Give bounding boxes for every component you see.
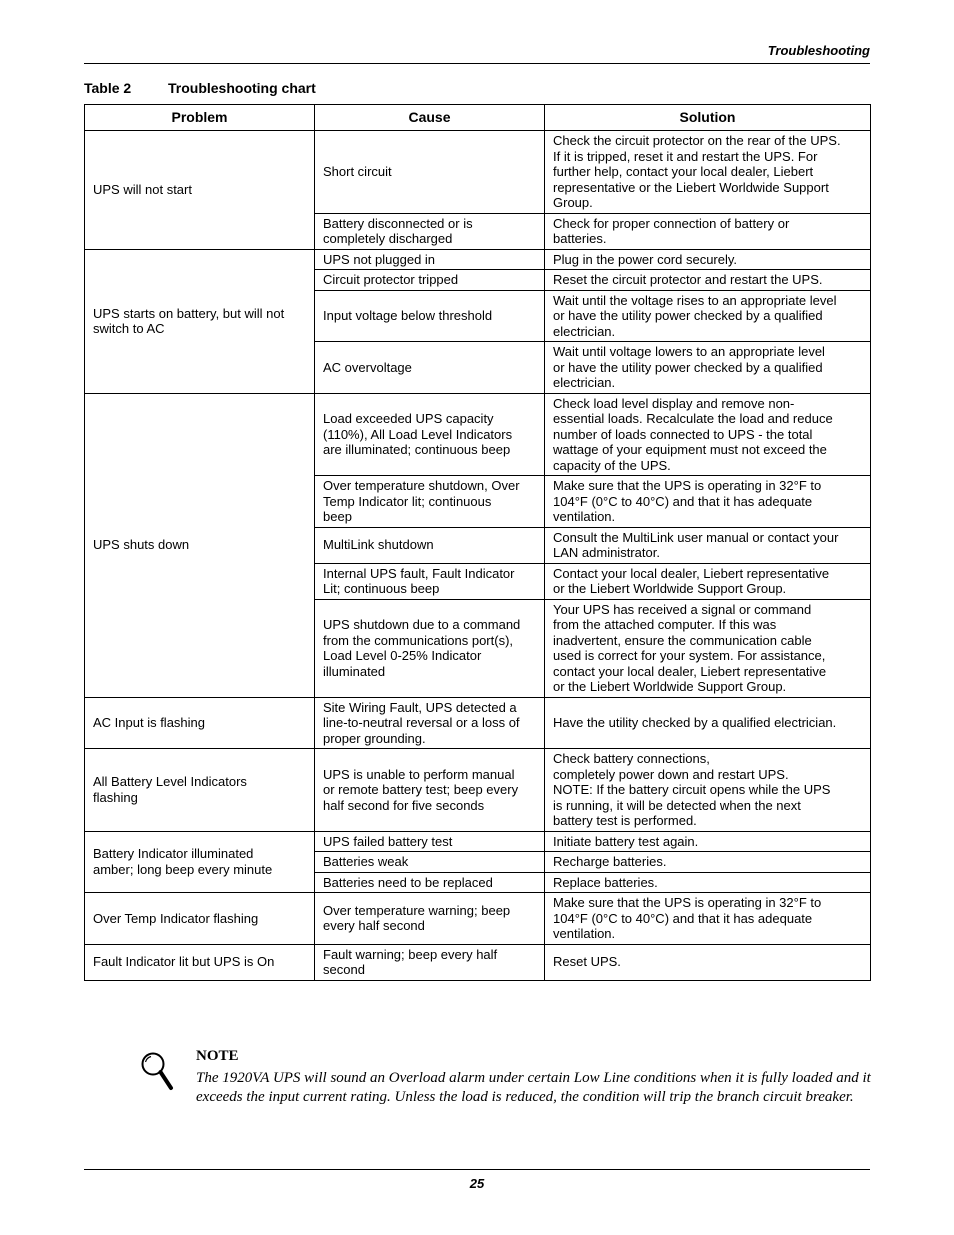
column-header-solution: Solution: [545, 105, 871, 131]
cause-cell: Load exceeded UPS capacity (110%), All Load Level Indicators are illuminated; continuous beep: [315, 393, 545, 476]
cause-cell: Batteries weak: [315, 852, 545, 873]
solution-cell: Initiate battery test again.: [545, 831, 871, 852]
table-row: [85, 393, 871, 476]
table-caption: [84, 80, 316, 96]
header-divider: [84, 63, 870, 64]
problem-cell: Fault Indicator lit but UPS is On: [85, 944, 315, 980]
solution-cell: Have the utility checked by a qualified electrician.: [545, 697, 871, 749]
cause-cell: Battery disconnected or is completely discharged: [315, 213, 545, 249]
problem-cell: UPS shuts down: [85, 393, 315, 697]
cause-cell: UPS failed battery test: [315, 831, 545, 852]
magnifier-icon: [138, 1050, 176, 1094]
table-body: [85, 131, 871, 981]
problem-cell: UPS starts on battery, but will not switch to AC: [85, 249, 315, 393]
table-header-row: [85, 105, 871, 131]
solution-cell: Check load level display and remove non- essential loads. Recalculate the load and reduce number of loads connected to UPS - the total wattage of your equipment must not exceed the capacity of the UPS.: [545, 393, 871, 476]
cause-cell: Site Wiring Fault, UPS detected a line-to-neutral reversal or a loss of proper grounding.: [315, 697, 545, 749]
note-title: NOTE: [196, 1048, 239, 1064]
solution-cell: Recharge batteries.: [545, 852, 871, 873]
cause-cell: Circuit protector tripped: [315, 270, 545, 291]
solution-cell: Wait until the voltage rises to an appropriate level or have the utility power checked by a qualified electrician.: [545, 290, 871, 342]
cause-cell: UPS shutdown due to a command from the communications port(s), Load Level 0-25% Indicator illuminated: [315, 599, 545, 697]
problem-cell: Battery Indicator illuminated amber; long beep every minute: [85, 831, 315, 893]
running-header: Troubleshooting: [767, 43, 870, 58]
solution-cell: Reset UPS.: [545, 944, 871, 980]
troubleshooting-table: [84, 104, 871, 981]
problem-cell: Over Temp Indicator flashing: [85, 893, 315, 945]
cause-cell: UPS is unable to perform manual or remote battery test; beep every half second for five seconds: [315, 749, 545, 832]
table-row: [85, 944, 871, 980]
table-row: [85, 131, 871, 214]
cause-cell: Short circuit: [315, 131, 545, 214]
cause-cell: Internal UPS fault, Fault Indicator Lit; continuous beep: [315, 563, 545, 599]
solution-cell: Check for proper connection of battery or batteries.: [545, 213, 871, 249]
solution-cell: Check the circuit protector on the rear of the UPS. If it is tripped, reset it and restart the UPS. For further help, contact your local dealer, Liebert representative or the Liebert Worldwide Support Group.: [545, 131, 871, 214]
problem-cell: AC Input is flashing: [85, 697, 315, 749]
problem-cell: All Battery Level Indicators flashing: [85, 749, 315, 832]
solution-cell: Reset the circuit protector and restart the UPS.: [545, 270, 871, 291]
solution-cell: Make sure that the UPS is operating in 32°F to 104°F (0°C to 40°C) and that it has adequate ventilation.: [545, 476, 871, 528]
solution-cell: Replace batteries.: [545, 872, 871, 893]
solution-cell: Contact your local dealer, Liebert representative or the Liebert Worldwide Support Group.: [545, 563, 871, 599]
solution-cell: Your UPS has received a signal or command from the attached computer. If this was inadvertent, ensure the communication cable used is correct for your system. For assistance, contact your local dealer, Liebert representative or the Liebert Worldwide Support Group.: [545, 599, 871, 697]
problem-cell: UPS will not start: [85, 131, 315, 250]
table-row: [85, 893, 871, 945]
solution-cell: Wait until voltage lowers to an appropriate level or have the utility power checked by a qualified electrician.: [545, 342, 871, 394]
cause-cell: Batteries need to be replaced: [315, 872, 545, 893]
page-number: 25: [469, 1176, 485, 1191]
table-row: [85, 697, 871, 749]
solution-cell: Plug in the power cord securely.: [545, 249, 871, 270]
cause-cell: Input voltage below threshold: [315, 290, 545, 342]
table-number: Table 2: [84, 80, 132, 96]
footer-divider: [84, 1169, 870, 1170]
cause-cell: UPS not plugged in: [315, 249, 545, 270]
solution-cell: Consult the MultiLink user manual or contact your LAN administrator.: [545, 527, 871, 563]
table-title: Troubleshooting chart: [168, 80, 316, 96]
cause-cell: Over temperature warning; beep every half second: [315, 893, 545, 945]
table-row: [85, 749, 871, 832]
column-header-cause: Cause: [315, 105, 545, 131]
solution-cell: Make sure that the UPS is operating in 32°F to 104°F (0°C to 40°C) and that it has adequate ventilation.: [545, 893, 871, 945]
cause-cell: AC overvoltage: [315, 342, 545, 394]
cause-cell: Over temperature shutdown, Over Temp Indicator lit; continuous beep: [315, 476, 545, 528]
cause-cell: MultiLink shutdown: [315, 527, 545, 563]
cause-cell: Fault warning; beep every half second: [315, 944, 545, 980]
table-row: [85, 831, 871, 852]
note-body: The 1920VA UPS will sound an Overload alarm under certain Low Line conditions when it is fully loaded and it exceeds the input current rating. Unless the load is reduced, the condition will trip the branch circuit breaker.: [196, 1070, 871, 1105]
table-row: [85, 249, 871, 270]
column-header-problem: Problem: [85, 105, 315, 131]
solution-cell: Check battery connections, completely power down and restart UPS. NOTE: If the battery circuit opens while the UPS is running, it will be detected when the next battery test is performed.: [545, 749, 871, 832]
